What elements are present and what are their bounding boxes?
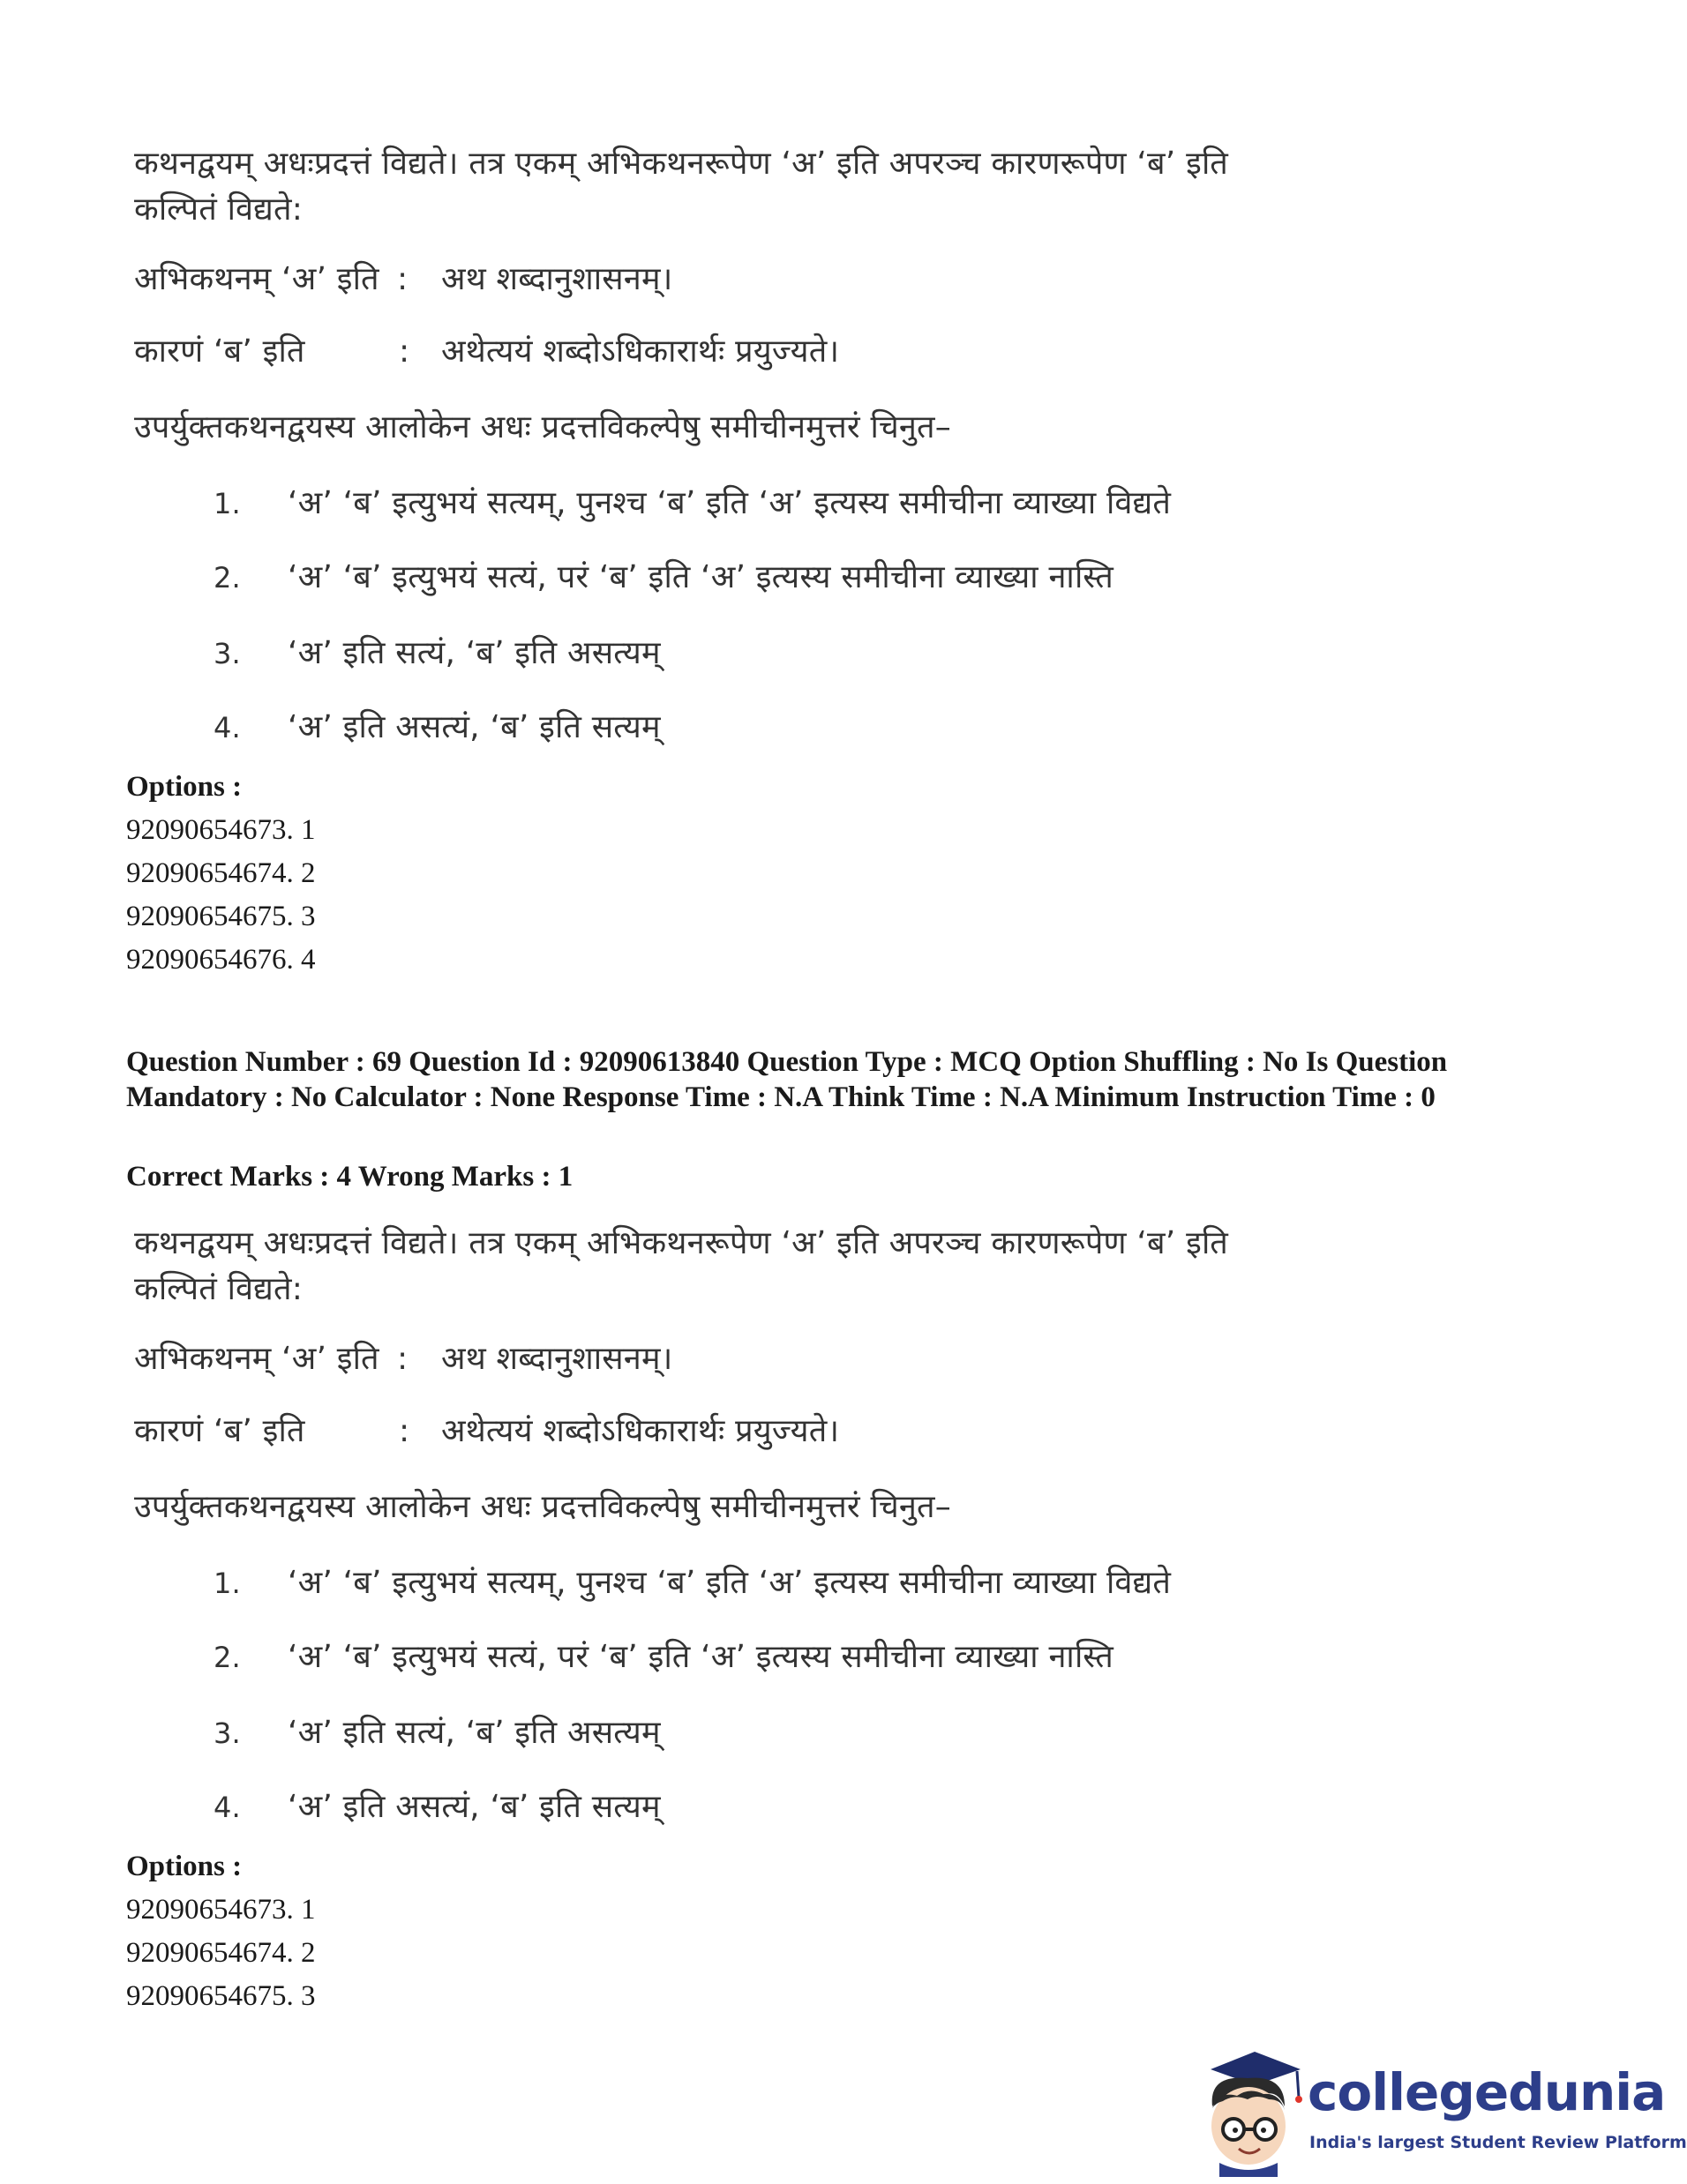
option-item: 92090654673. 1 bbox=[126, 814, 316, 846]
reason-text: अथेत्ययं शब्दोऽधिकारार्थः प्रयुज्यते। bbox=[441, 1413, 840, 1449]
statement-text: ‘अ’ इति असत्यं, ‘ब’ इति सत्यम् bbox=[288, 709, 661, 745]
statement-text: ‘अ’ ‘ब’ इत्युभयं सत्यम्, पुनश्च ‘ब’ इति ‘अ’ इत्यस्य समीचीना व्याख्या विद्यते bbox=[288, 1565, 1172, 1601]
statement-item bbox=[214, 706, 661, 750]
assertion-colon: : bbox=[397, 1341, 409, 1377]
assertion-text: अथ शब्दानुशासनम्। bbox=[441, 1341, 673, 1377]
statement-number: 1. bbox=[214, 487, 241, 520]
marks-line: Correct Marks : 4 Wrong Marks : 1 bbox=[126, 1161, 574, 1193]
option-item: 92090654675. 3 bbox=[126, 901, 316, 932]
assertion-label: अभिकथनम् ‘अ’ इति bbox=[134, 261, 379, 297]
statement-item bbox=[214, 1561, 1171, 1605]
statement-number: 3. bbox=[214, 1717, 241, 1750]
question-meta: Question Number : 69 Question Id : 92090613840 Question Type : MCQ Option Shuffling : No Is Question Mandatory : No Calculator : None Response Time : N.A Think Time : N.A Minimum Instruction Time : 0 bbox=[126, 1046, 1448, 1113]
statement-text: ‘अ’ ‘ब’ इत्युभयं सत्यं, परं ‘ब’ इति ‘अ’ इत्यस्य समीचीना व्याख्या नास्ति bbox=[288, 559, 1114, 595]
statement-item bbox=[214, 556, 1113, 600]
statement-item bbox=[214, 1711, 661, 1755]
mascot-icon bbox=[1193, 2045, 1308, 2177]
options-heading: Options : bbox=[126, 1851, 243, 1882]
statement-item bbox=[214, 1785, 661, 1829]
statement-number: 2. bbox=[214, 561, 241, 595]
assertion-text: अथ शब्दानुशासनम्। bbox=[441, 261, 673, 297]
statement-item bbox=[214, 1635, 1113, 1679]
reason-row bbox=[134, 1410, 840, 1454]
reason-label: कारणं ‘ब’ इति bbox=[134, 1413, 305, 1449]
assertion-row bbox=[134, 1337, 673, 1381]
statement-text: ‘अ’ ‘ब’ इत्युभयं सत्यं, परं ‘ब’ इति ‘अ’ इत्यस्य समीचीना व्याख्या नास्ति bbox=[288, 1639, 1114, 1675]
statement-item bbox=[214, 482, 1171, 526]
option-item: 92090654676. 4 bbox=[126, 944, 316, 976]
question-intro: कथनद्वयम् अधःप्रदत्तं विद्यते। तत्र एकम् अभिकथनरूपेण ‘अ’ इति अपरञ्च कारणरूपेण ‘ब’ इति कल्पितं विद्यते: bbox=[134, 146, 1228, 228]
question-prompt: उपर्युक्तकथनद्वयस्य आलोकेन अधः प्रदत्तविकल्पेषु समीचीनमुत्तरं चिनुत– bbox=[134, 1489, 951, 1525]
statement-number: 4. bbox=[214, 711, 241, 744]
logo-tagline: India's largest Student Review Platform bbox=[1309, 2133, 1687, 2152]
statement-number: 4. bbox=[214, 1791, 241, 1824]
reason-colon: : bbox=[399, 1413, 410, 1449]
logo-wordmark: collegedunia bbox=[1308, 2062, 1666, 2122]
assertion-colon: : bbox=[397, 261, 409, 297]
option-item: 92090654673. 1 bbox=[126, 1894, 316, 1926]
options-heading: Options : bbox=[126, 771, 243, 803]
statement-text: ‘अ’ इति सत्यं, ‘ब’ इति असत्यम् bbox=[288, 1715, 661, 1751]
reason-label: कारणं ‘ब’ इति bbox=[134, 333, 305, 370]
statement-text: ‘अ’ इति सत्यं, ‘ब’ इति असत्यम् bbox=[288, 635, 661, 671]
statement-number: 3. bbox=[214, 637, 241, 670]
statement-item bbox=[214, 632, 661, 676]
assertion-row bbox=[134, 258, 673, 302]
option-item: 92090654675. 3 bbox=[126, 1980, 316, 2012]
statement-text: ‘अ’ ‘ब’ इत्युभयं सत्यम्, पुनश्च ‘ब’ इति ‘अ’ इत्यस्य समीचीना व्याख्या विद्यते bbox=[288, 485, 1172, 521]
statement-number: 2. bbox=[214, 1641, 241, 1674]
assertion-label: अभिकथनम् ‘अ’ इति bbox=[134, 1341, 379, 1377]
statement-text: ‘अ’ इति असत्यं, ‘ब’ इति सत्यम् bbox=[288, 1789, 661, 1825]
reason-text: अथेत्ययं शब्दोऽधिकारार्थः प्रयुज्यते। bbox=[441, 333, 840, 370]
reason-row bbox=[134, 330, 840, 374]
question-prompt: उपर्युक्तकथनद्वयस्य आलोकेन अधः प्रदत्तविकल्पेषु समीचीनमुत्तरं चिनुत– bbox=[134, 409, 951, 445]
option-item: 92090654674. 2 bbox=[126, 1937, 316, 1969]
question-intro: कथनद्वयम् अधःप्रदत्तं विद्यते। तत्र एकम् अभिकथनरूपेण ‘अ’ इति अपरञ्च कारणरूपेण ‘ब’ इति कल्पितं विद्यते: bbox=[134, 1225, 1228, 1307]
collegedunia-logo[interactable] bbox=[1193, 2045, 1687, 2177]
reason-colon: : bbox=[399, 333, 410, 370]
statement-number: 1. bbox=[214, 1567, 241, 1600]
option-item: 92090654674. 2 bbox=[126, 857, 316, 889]
